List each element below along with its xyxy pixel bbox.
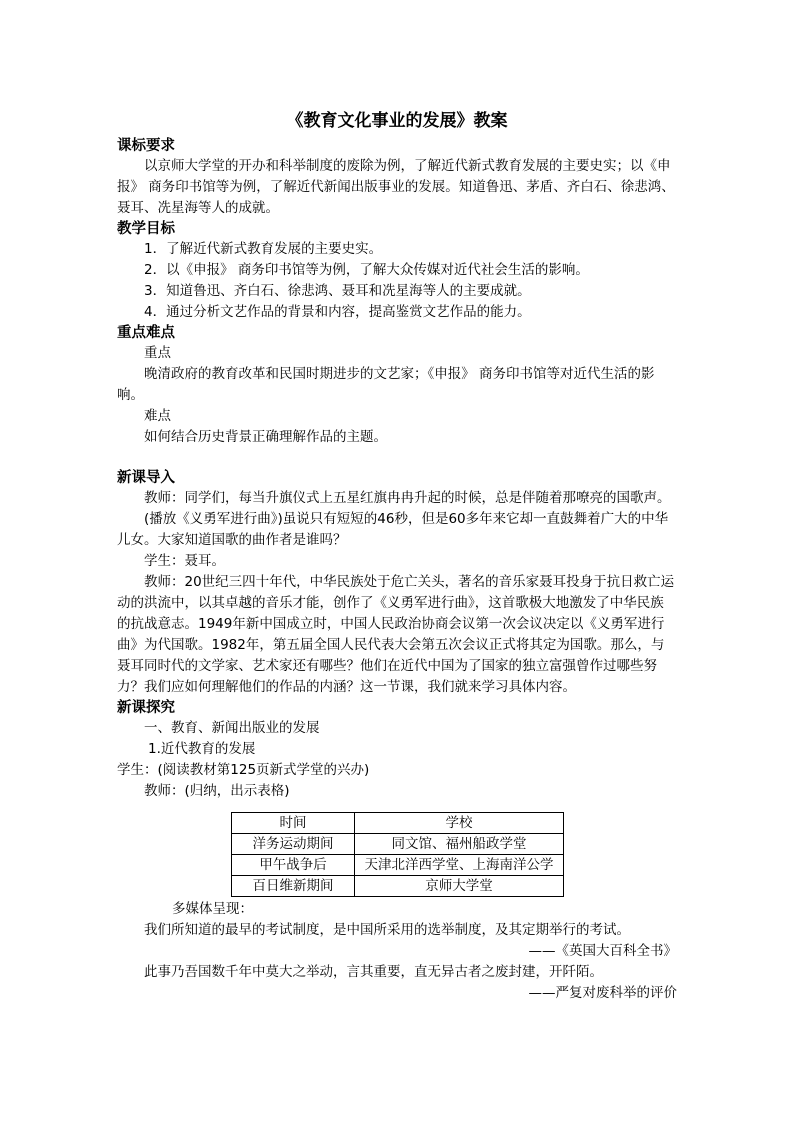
section-heading-zhongdian: 重点难点 <box>117 325 175 341</box>
subheading: 1.近代教育的发展 <box>148 741 256 757</box>
table-cell: 天津北洋西学堂、上海南洋公学 <box>355 855 564 876</box>
document-body <box>117 136 677 1004</box>
subheading: 一、教育、新闻出版业的发展 <box>144 720 320 736</box>
goal-item: 4．通过分析文艺作品的背景和内容，提高鉴赏文艺作品的能力。 <box>144 304 531 320</box>
goal-item: 1．了解近代新式教育发展的主要史实。 <box>144 241 383 257</box>
kebiao-text: 以京师大学堂的开办和科举制度的废除为例，了解近代新式教育发展的主要史实；以《申报》 商务印书馆等为例，了解近代新闻出版事业的发展。知道鲁迅、茅盾、齐白石、徐悲鸿、聂耳、冼星海等人的成就。 <box>117 158 675 216</box>
section-heading-tanjiu: 新课探究 <box>117 700 175 716</box>
table-row <box>232 834 564 855</box>
quote: 我们所知道的最早的考试制度，是中国所采用的选举制度，及其定期举行的考试。 <box>144 922 630 938</box>
goal-item: 2．以《申报》 商务印书馆等为例，了解大众传媒对近代社会生活的影响。 <box>144 262 589 278</box>
intro-paragraph: (播放《义勇军进行曲》)虽说只有短短的46秒，但是60多年来它却一直鼓舞着广大的中华儿女。大家知道国歌的曲作者是谁吗？ <box>117 511 669 548</box>
section-heading-daoru: 新课导入 <box>117 470 175 486</box>
table-header-cell: 时间 <box>232 813 355 834</box>
media-label: 多媒体呈现： <box>172 901 253 917</box>
goal-item: 3．知道鲁迅、齐白石、徐悲鸿、聂耳和冼星海等人的主要成就。 <box>144 283 531 299</box>
key-label: 重点 <box>144 345 171 361</box>
intro-paragraph: 教师：同学们，每当升旗仪式上五星红旗冉冉升起的时候，总是伴随着那嘹亮的国歌声。 <box>144 490 671 506</box>
intro-paragraph: 学生：聂耳。 <box>144 553 225 569</box>
table-cell: 洋务运动期间 <box>232 834 355 855</box>
table-row <box>232 855 564 876</box>
key-text: 晚清政府的教育改革和民国时期进步的文艺家；《申报》 商务印书馆等对近代生活的影响。 <box>117 366 655 403</box>
table-row <box>232 876 564 897</box>
student-line: 学生：(阅读教材第125页新式学堂的兴办) <box>117 762 370 778</box>
schools-table <box>231 812 564 897</box>
document-title: 《教育文化事业的发展》教案 <box>286 111 508 131</box>
quote-source: ——《英国大百科全书》 <box>528 943 677 959</box>
intro-paragraph: 教师：20世纪三四十年代，中华民族处于危亡关头，著名的音乐家聂耳投身于抗日救亡运动的洪流中，以其卓越的音乐才能，创作了《义勇军进行曲》，这首歌极大地激发了中华民族的抗战意志。1949年新中国成立时，中国人民政治协商会议第一次会议决定以《义勇军进行曲》为代国歌。1982年，第五届全国人民代表大会第五次会议正式将其定为国歌。那么，与聂耳同时代的文学家、艺术家还有哪些？他们在近代中国为了国家的独立富强曾作过哪些努力？我们应如何理解他们的作品的内涵？这一节课，我们就来学习具体内容。 <box>117 574 675 695</box>
table-cell: 京师大学堂 <box>355 876 564 897</box>
table-cell: 百日维新期间 <box>232 876 355 897</box>
teacher-line: 教师：(归纳，出示表格) <box>144 783 290 799</box>
table-header-cell: 学校 <box>355 813 564 834</box>
quote: 此事乃吾国数千年中莫大之举动，言其重要，直无异古者之废封建，开阡陌。 <box>144 964 603 980</box>
table-cell: 甲午战争后 <box>232 855 355 876</box>
table-cell: 同文馆、福州船政学堂 <box>355 834 564 855</box>
hard-label: 难点 <box>144 408 171 424</box>
spacer <box>117 448 677 468</box>
quote-source: ——严复对废科举的评价 <box>528 985 677 1001</box>
table-header-row <box>232 813 564 834</box>
section-heading-kebiao: 课标要求 <box>117 138 175 154</box>
hard-text: 如何结合历史背景正确理解作品的主题。 <box>144 429 387 445</box>
section-heading-mubiao: 教学目标 <box>117 221 175 237</box>
